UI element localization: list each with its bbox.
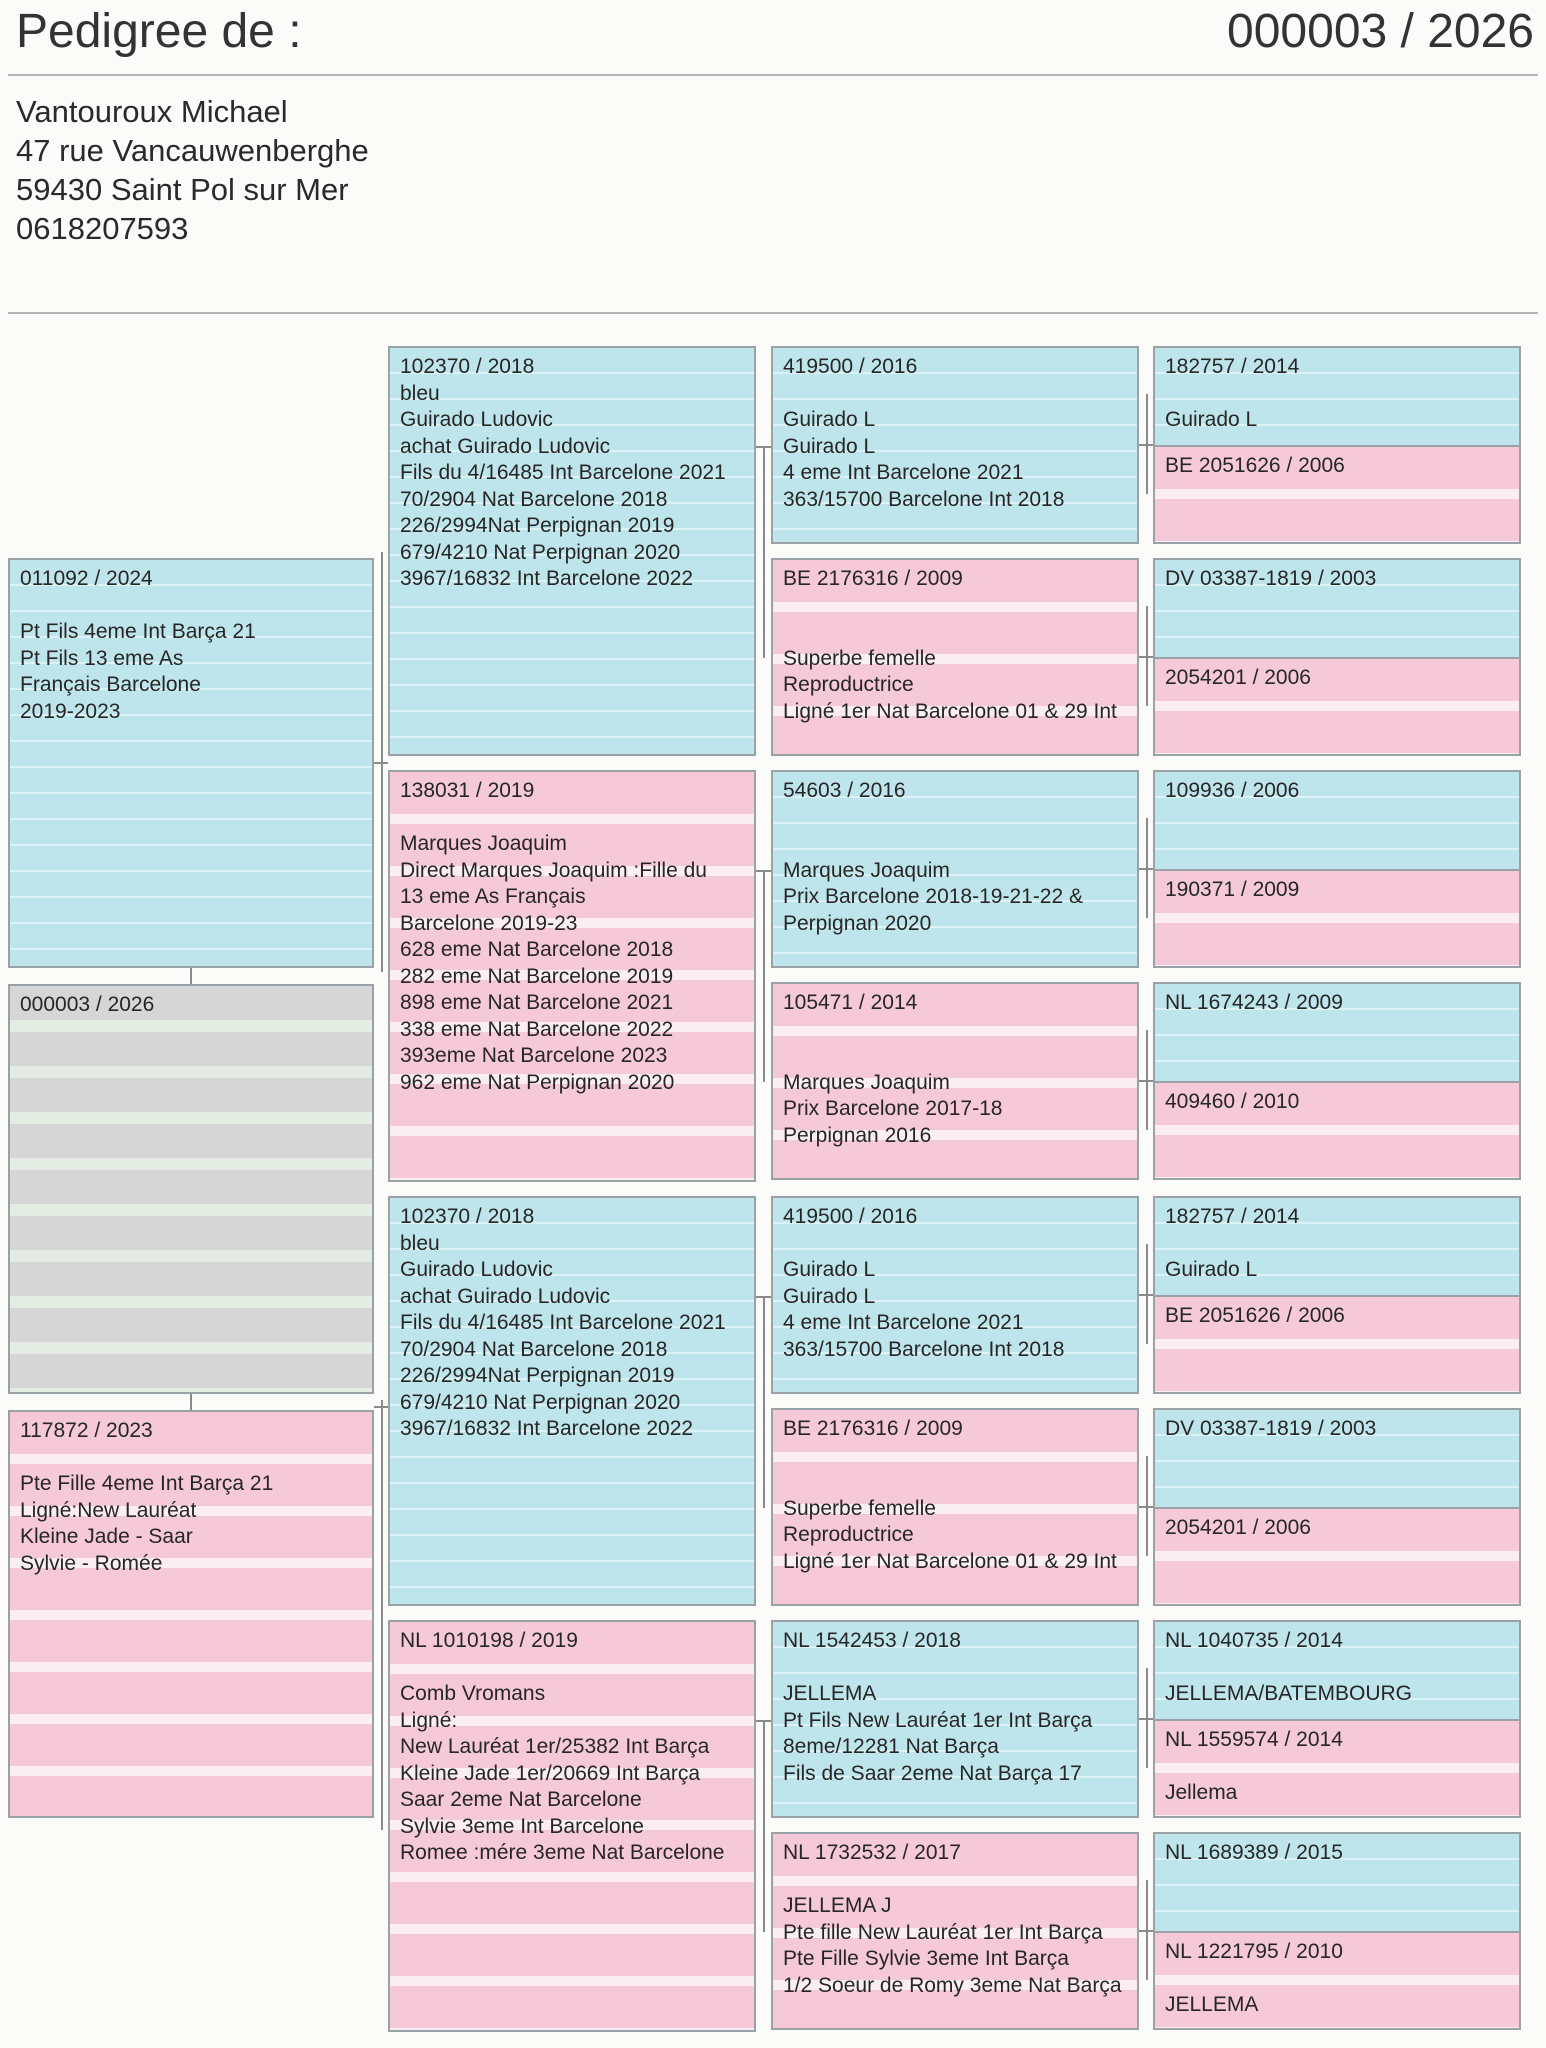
gen3-card-1-line: 363/15700 Barcelone Int 2018: [783, 487, 1065, 511]
gen3-card-5-text: [783, 1204, 1131, 1363]
gen4-sire-4-text: [1165, 990, 1513, 1017]
gen3-card-4-ring: 105471 / 2014: [783, 991, 918, 1014]
owner-street: 47 rue Vancauwenberghe: [16, 133, 369, 168]
gen2-card-1-line: 226/2994Nat Perpignan 2019: [400, 514, 675, 537]
gen4-sire-half[interactable]: [1155, 772, 1519, 869]
gen4-card-7[interactable]: [1153, 1620, 1521, 1818]
gen3-card-7-text: [783, 1628, 1131, 1787]
gen2-card-3-line: bleu: [400, 1231, 440, 1255]
connector-line: [763, 1720, 765, 1932]
gen4-dam-6-text: [1165, 1515, 1513, 1542]
gen4-dam-8-ring: NL 1221795 / 2010: [1165, 1940, 1343, 1963]
gen4-sire-7-text: [1165, 1628, 1513, 1708]
gen4-sire-1-line: [1165, 381, 1513, 408]
gen4-dam-half[interactable]: [1155, 1719, 1519, 1816]
gen4-dam-7-ring: NL 1559574 / 2014: [1165, 1728, 1343, 1751]
gen2-card-2-line: 898 eme Nat Barcelone 2021: [400, 991, 674, 1014]
gen2-card-4-line: Saar 2eme Nat Barcelone: [400, 1788, 642, 1811]
gen4-dam-7-line: Jellema: [1165, 1781, 1238, 1804]
sire-card-line: 2019-2023: [20, 699, 121, 723]
gen2-card-2-line: 13 eme As Français: [400, 885, 586, 908]
gen2-card-2-line: 628 eme Nat Barcelone 2018: [400, 938, 674, 961]
gen2-card-3[interactable]: [388, 1196, 756, 1606]
gen3-card-7-line: JELLEMA: [783, 1682, 877, 1705]
gen4-sire-7-ring: NL 1040735 / 2014: [1165, 1629, 1343, 1652]
gen4-dam-half[interactable]: [1155, 869, 1519, 966]
gen2-card-2-line: 962 eme Nat Perpignan 2020: [400, 1070, 675, 1094]
gen2-card-2-line: 338 eme Nat Barcelone 2022: [400, 1017, 674, 1041]
gen2-card-1-line: Fils du 4/16485 Int Barcelone 2021: [400, 461, 726, 484]
gen3-card-5-line: [783, 1231, 1131, 1258]
subject-card-text: [20, 992, 366, 1019]
gen3-card-1-ring: 419500 / 2016: [783, 355, 918, 378]
gen3-card-8-line: [783, 1867, 1131, 1894]
gen4-sire-half[interactable]: [1155, 560, 1519, 657]
gen4-sire-8-text: [1165, 1840, 1513, 1867]
connector-line: [1146, 1244, 1148, 1344]
gen3-card-6-ring: BE 2176316 / 2009: [783, 1417, 963, 1440]
gen3-card-5-line: 363/15700 Barcelone Int 2018: [783, 1337, 1065, 1361]
gen2-card-2-line: Marques Joaquim: [400, 832, 567, 855]
gen4-dam-4-text: [1165, 1089, 1513, 1116]
connector-line: [381, 552, 383, 972]
gen4-sire-half[interactable]: [1155, 1622, 1519, 1719]
gen4-sire-2-ring: DV 03387-1819 / 2003: [1165, 567, 1377, 590]
gen3-card-5-line: Guirado L: [783, 1284, 876, 1308]
connector-line: [1146, 1880, 1148, 1980]
header-divider: [8, 74, 1538, 76]
gen2-card-3-line: 226/2994Nat Perpignan 2019: [400, 1364, 675, 1387]
gen4-sire-7-line: [1165, 1655, 1513, 1682]
gen4-dam-1-ring: BE 2051626 / 2006: [1165, 454, 1345, 477]
gen3-card-2-text: [783, 566, 1131, 725]
gen3-card-1-line: Guirado L: [783, 434, 876, 458]
owner-city: 59430 Saint Pol sur Mer: [16, 172, 349, 207]
gen3-card-1-line: 4 eme Int Barcelone 2021: [783, 461, 1024, 484]
gen3-card-7-line: Pt Fils New Lauréat 1er Int Barça: [783, 1708, 1093, 1732]
address-divider: [8, 312, 1538, 314]
gen3-card-4-line: Marques Joaquim: [783, 1070, 950, 1094]
gen2-card-1-text: [400, 354, 748, 593]
gen2-card-2-line: Barcelone 2019-23: [400, 911, 578, 935]
gen4-sire-1-ring: 182757 / 2014: [1165, 355, 1300, 378]
gen2-card-2-ring: 138031 / 2019: [400, 779, 535, 802]
sire-card-line: [20, 593, 366, 620]
gen3-card-2-line: [783, 619, 1131, 646]
gen4-card-8[interactable]: [1153, 1832, 1521, 2030]
gen2-card-2-text: [400, 778, 748, 1096]
gen4-dam-3-text: [1165, 877, 1513, 904]
gen4-dam-half[interactable]: [1155, 1507, 1519, 1604]
gen4-dam-5-text: [1165, 1303, 1513, 1330]
gen4-sire-3-text: [1165, 778, 1513, 805]
gen4-dam-8-text: [1165, 1939, 1513, 2019]
gen3-card-6-line: Superbe femelle: [783, 1496, 936, 1520]
gen2-card-2-line: 282 eme Nat Barcelone 2019: [400, 964, 674, 988]
gen3-card-5[interactable]: [771, 1196, 1139, 1394]
gen4-dam-8-line: JELLEMA: [1165, 1993, 1259, 2016]
gen3-card-1-line: [783, 381, 1131, 408]
gen2-card-1-line: achat Guirado Ludovic: [400, 434, 611, 458]
gen2-card-2-line: 393eme Nat Barcelone 2023: [400, 1044, 668, 1067]
gen2-card-3-line: achat Guirado Ludovic: [400, 1284, 611, 1308]
gen3-card-3-line: [783, 805, 1131, 832]
gen4-sire-5-text: [1165, 1204, 1513, 1284]
gen3-card-3-line: Perpignan 2020: [783, 911, 932, 935]
gen3-card-2-line: Superbe femelle: [783, 646, 936, 670]
sire-card-line: Pt Fils 4eme Int Barça 21: [20, 620, 256, 643]
gen4-card-1[interactable]: [1153, 346, 1521, 544]
gen2-card-4-line: Kleine Jade 1er/20669 Int Barça: [400, 1761, 701, 1785]
gen3-card-6-line: Ligné 1er Nat Barcelone 01 & 29 Int: [783, 1549, 1117, 1573]
sire-card[interactable]: [8, 558, 374, 968]
gen2-card-3-line: 679/4210 Nat Perpignan 2020: [400, 1390, 681, 1414]
gen4-dam-1-text: [1165, 453, 1513, 480]
connector-line: [1146, 394, 1148, 494]
gen3-card-4-text: [783, 990, 1131, 1149]
connector-line: [763, 870, 765, 1082]
gen4-card-6[interactable]: [1153, 1408, 1521, 1606]
gen3-card-8[interactable]: [771, 1832, 1139, 2030]
gen3-card-8-line: Pte Fille Sylvie 3eme Int Barça: [783, 1947, 1069, 1970]
gen2-card-1-line: 679/4210 Nat Perpignan 2020: [400, 540, 681, 564]
gen4-dam-5-ring: BE 2051626 / 2006: [1165, 1304, 1345, 1327]
gen4-sire-half[interactable]: [1155, 1410, 1519, 1507]
sire-card-ring: 011092 / 2024: [20, 567, 153, 590]
gen4-sire-half[interactable]: [1155, 1198, 1519, 1295]
gen3-card-2-line: Ligné 1er Nat Barcelone 01 & 29 Int: [783, 699, 1117, 723]
gen2-card-4-line: Romee :mére 3eme Nat Barcelone: [400, 1841, 725, 1864]
dam-card-line: Ligné:New Lauréat: [20, 1498, 197, 1522]
gen2-card-4-line: Sylvie 3eme Int Barcelone: [400, 1814, 644, 1838]
gen3-card-8-line: JELLEMA J: [783, 1894, 892, 1917]
subject-card[interactable]: [8, 984, 374, 1394]
gen4-card-2[interactable]: [1153, 558, 1521, 756]
pedigree-number: 000003 / 2026: [1227, 5, 1534, 58]
gen3-card-1-line: Guirado L: [783, 408, 876, 431]
gen3-card-1-text: [783, 354, 1131, 513]
gen3-card-7-line: 8eme/12281 Nat Barça: [783, 1735, 999, 1758]
gen4-dam-2-text: [1165, 665, 1513, 692]
gen2-card-3-line: Fils du 4/16485 Int Barcelone 2021: [400, 1311, 726, 1334]
gen2-card-4-line: Comb Vromans: [400, 1682, 546, 1705]
gen4-sire-6-text: [1165, 1416, 1513, 1443]
gen2-card-1-ring: 102370 / 2018: [400, 355, 535, 378]
gen2-card-3-ring: 102370 / 2018: [400, 1205, 535, 1228]
gen3-card-8-line: Pte fille New Lauréat 1er Int Barça: [783, 1920, 1103, 1944]
gen3-card-3-ring: 54603 / 2016: [783, 779, 906, 802]
sire-card-line: Pt Fils 13 eme As: [20, 646, 184, 670]
gen2-card-3-line: Guirado Ludovic: [400, 1258, 553, 1281]
gen3-card-7-ring: NL 1542453 / 2018: [783, 1629, 961, 1652]
gen4-card-3[interactable]: [1153, 770, 1521, 968]
gen3-card-4-line: Perpignan 2016: [783, 1123, 932, 1147]
gen3-card-5-line: Guirado L: [783, 1258, 876, 1281]
gen4-dam-2-ring: 2054201 / 2006: [1165, 666, 1311, 689]
gen2-card-4-line: New Lauréat 1er/25382 Int Barça: [400, 1735, 710, 1758]
gen3-card-7-line: Fils de Saar 2eme Nat Barça 17: [783, 1761, 1082, 1785]
gen2-card-2-line: Direct Marques Joaquim :Fille du: [400, 858, 707, 882]
gen4-sire-5-ring: 182757 / 2014: [1165, 1205, 1300, 1228]
gen2-card-1[interactable]: [388, 346, 756, 756]
gen3-card-3[interactable]: [771, 770, 1139, 968]
gen3-card-2-ring: BE 2176316 / 2009: [783, 567, 963, 590]
gen3-card-6-line: [783, 1469, 1131, 1496]
gen3-card-1[interactable]: [771, 346, 1139, 544]
gen3-card-5-ring: 419500 / 2016: [783, 1205, 918, 1228]
gen2-card-3-text: [400, 1204, 748, 1443]
connector-line: [190, 1394, 192, 1410]
connector-line: [1146, 1030, 1148, 1130]
gen4-sire-7-line: JELLEMA/BATEMBOURG: [1165, 1682, 1412, 1705]
gen3-card-6[interactable]: [771, 1408, 1139, 1606]
gen2-card-3-line: 70/2904 Nat Barcelone 2018: [400, 1337, 668, 1361]
gen4-sire-8-ring: NL 1689389 / 2015: [1165, 1841, 1343, 1864]
connector-line: [1146, 1668, 1148, 1768]
owner-name: Vantouroux Michael: [16, 94, 288, 129]
sire-card-text: [20, 566, 366, 725]
gen4-card-4[interactable]: [1153, 982, 1521, 1180]
gen3-card-7[interactable]: [771, 1620, 1139, 1818]
gen4-dam-half[interactable]: [1155, 657, 1519, 754]
gen4-dam-half[interactable]: [1155, 445, 1519, 542]
gen3-card-8-text: [783, 1840, 1131, 1999]
dam-card-ring: 117872 / 2023: [20, 1419, 153, 1442]
dam-card-text: [20, 1418, 366, 1577]
gen3-card-8-ring: NL 1732532 / 2017: [783, 1841, 961, 1864]
gen3-card-4[interactable]: [771, 982, 1139, 1180]
gen4-sire-5-line: [1165, 1231, 1513, 1258]
gen2-card-1-line: bleu: [400, 381, 440, 405]
gen2-card-4[interactable]: [388, 1620, 756, 2032]
gen3-card-3-text: [783, 778, 1131, 937]
connector-line: [190, 968, 192, 984]
gen2-card-3-line: 3967/16832 Int Barcelone 2022: [400, 1417, 694, 1440]
gen4-dam-7-text: [1165, 1727, 1513, 1807]
gen3-card-3-line: Prix Barcelone 2018-19-21-22 &: [783, 885, 1084, 908]
gen2-card-4-line: Ligné:: [400, 1708, 458, 1732]
dam-card-line: [20, 1445, 366, 1472]
connector-line: [381, 1400, 383, 1830]
gen4-card-5[interactable]: [1153, 1196, 1521, 1394]
gen3-card-4-line: Prix Barcelone 2017-18: [783, 1097, 1003, 1120]
gen3-card-6-line: [783, 1443, 1131, 1470]
gen3-card-2-line: [783, 593, 1131, 620]
gen4-sire-3-ring: 109936 / 2006: [1165, 779, 1300, 802]
gen2-card-4-line: [400, 1655, 748, 1682]
gen4-sire-1-line: Guirado L: [1165, 408, 1258, 431]
gen3-card-7-line: [783, 1655, 1131, 1682]
subject-card-ring: 000003 / 2026: [20, 993, 155, 1016]
gen4-dam-7-line: [1165, 1754, 1513, 1781]
connector-line: [763, 1296, 765, 1508]
gen4-sire-4-ring: NL 1674243 / 2009: [1165, 991, 1343, 1014]
gen3-card-3-line: Marques Joaquim: [783, 858, 950, 882]
owner-phone: 0618207593: [16, 211, 189, 246]
gen2-card-4-text: [400, 1628, 748, 1867]
gen4-sire-half[interactable]: [1155, 348, 1519, 445]
gen3-card-4-line: [783, 1017, 1131, 1044]
gen2-card-1-line: 70/2904 Nat Barcelone 2018: [400, 487, 668, 511]
gen2-card-4-ring: NL 1010198 / 2019: [400, 1629, 578, 1652]
dam-card-line: Pte Fille 4eme Int Barça 21: [20, 1472, 274, 1495]
dam-card-line: Kleine Jade - Saar: [20, 1525, 193, 1548]
gen4-sire-half[interactable]: [1155, 984, 1519, 1081]
gen4-dam-8-line: [1165, 1966, 1513, 1993]
gen2-card-1-line: 3967/16832 Int Barcelone 2022: [400, 567, 694, 590]
gen4-dam-3-ring: 190371 / 2009: [1165, 878, 1300, 901]
gen2-card-1-line: Guirado Ludovic: [400, 408, 553, 431]
gen3-card-6-line: Reproductrice: [783, 1523, 914, 1546]
gen4-sire-2-text: [1165, 566, 1513, 593]
connector-line: [1146, 1456, 1148, 1556]
gen4-dam-half[interactable]: [1155, 1295, 1519, 1392]
owner-address: [16, 92, 369, 248]
connector-line: [763, 446, 765, 658]
gen3-card-5-line: 4 eme Int Barcelone 2021: [783, 1311, 1024, 1334]
gen4-dam-6-ring: 2054201 / 2006: [1165, 1516, 1311, 1539]
gen3-card-8-line: 1/2 Soeur de Romy 3eme Nat Barça: [783, 1973, 1122, 1997]
dam-card-line: Sylvie - Romée: [20, 1551, 163, 1575]
gen4-sire-6-ring: DV 03387-1819 / 2003: [1165, 1417, 1377, 1440]
page-title: Pedigree de :: [16, 5, 302, 58]
gen3-card-3-line: [783, 831, 1131, 858]
gen2-card-2-line: [400, 805, 748, 832]
gen4-dam-half[interactable]: [1155, 1081, 1519, 1178]
gen4-sire-half[interactable]: [1155, 1834, 1519, 1931]
gen2-card-2[interactable]: [388, 770, 756, 1182]
gen4-sire-1-text: [1165, 354, 1513, 434]
connector-line: [1146, 818, 1148, 918]
gen3-card-2[interactable]: [771, 558, 1139, 756]
sire-card-line: Français Barcelone: [20, 673, 201, 696]
gen4-dam-4-ring: 409460 / 2010: [1165, 1090, 1300, 1113]
gen3-card-2-line: Reproductrice: [783, 673, 914, 696]
gen4-sire-5-line: Guirado L: [1165, 1258, 1258, 1281]
dam-card[interactable]: [8, 1410, 374, 1818]
gen3-card-6-text: [783, 1416, 1131, 1575]
connector-line: [1146, 606, 1148, 706]
gen4-dam-half[interactable]: [1155, 1931, 1519, 2028]
gen3-card-4-line: [783, 1043, 1131, 1070]
